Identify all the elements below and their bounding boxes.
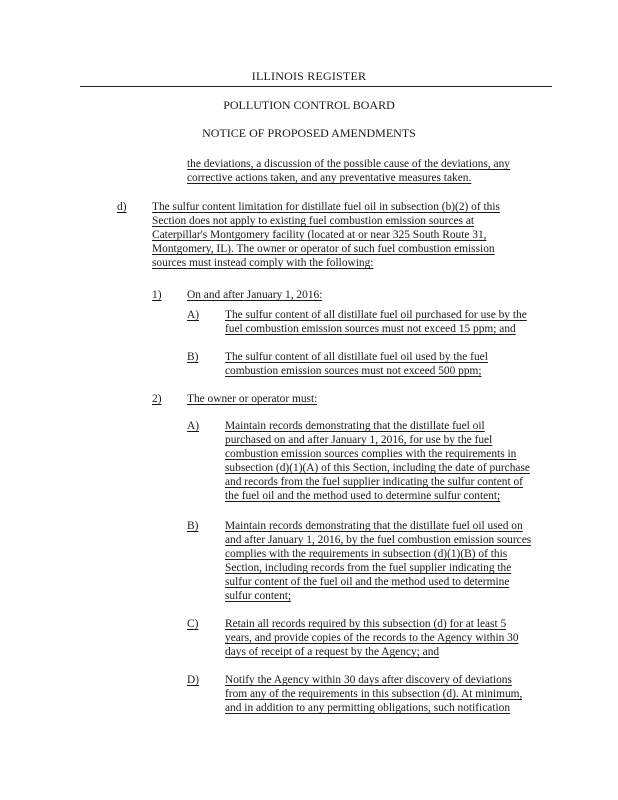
text-line: complies with the requirements in subsection (d)(1)(B) of this [225,548,508,560]
board-title: POLLUTION CONTROL BOARD [223,98,395,112]
text-line: Montgomery, IL). The owner or operator of such fuel combustion emission [152,243,495,255]
item-2b-label: B) [187,520,199,532]
text-line: Section does not apply to existing fuel combustion emission sources at [152,215,475,227]
text-line: the deviations, a discussion of the possible cause of the deviations, any [187,158,510,170]
text-line: combustion emission sources must not exceed 500 ppm; [225,365,482,377]
subsection-d-label: d) [117,201,127,213]
text-line: The sulfur content of all distillate fuel oil purchased for use by the [225,309,527,321]
item-2-label: 2) [152,393,162,405]
subsection-d-text [152,200,500,270]
text-line: the fuel oil and the method used to determine sulfur content; [225,490,501,502]
text-line: On and after January 1, 2016: [187,289,323,301]
item-2a-label: A) [187,420,200,432]
text-line: The sulfur content limitation for distillate fuel oil in subsection (b)(2) of this [152,201,500,213]
register-title: ILLINOIS REGISTER [251,69,367,83]
text-line: Notify the Agency within 30 days after discovery of deviations [225,674,512,686]
text-line: days of receipt of a request by the Agency; and [225,646,440,658]
text-line: purchased on and after January 1, 2016, for use by the fuel [225,434,493,446]
item-2c-label: C) [187,618,199,630]
notice-title: NOTICE OF PROPOSED AMENDMENTS [202,126,416,140]
text-line: years, and provide copies of the records to the Agency within 30 [225,632,519,644]
text-line: sulfur content of the fuel oil and the method used to determine [225,576,510,588]
text-line: Maintain records demonstrating that the distillate fuel oil used on [225,520,523,532]
item-2c-text [225,617,519,659]
text-line: combustion emission sources complies with the requirements in [225,448,517,460]
item-1a-label: A) [187,309,200,321]
item-2a-text [225,419,530,503]
text-line: Retain all records required by this subsection (d) for at least 5 [225,618,507,630]
item-2-text [187,392,317,406]
text-line: Maintain records demonstrating that the distillate fuel oil [225,420,485,432]
text-line: The owner or operator must: [187,393,318,405]
text-line: sulfur content; [225,590,292,602]
header-divider [80,86,552,87]
text-line: subsection (d)(1)(A) of this Section, including the date of purchase [225,462,530,474]
item-1a-text [225,308,527,336]
continuation-paragraph [187,157,510,185]
item-1b-text [225,350,488,378]
item-2d-text [225,673,522,715]
item-1-label: 1) [152,289,162,301]
text-line: and records from the fuel supplier indicating the sulfur content of [225,476,523,488]
text-line: corrective actions taken, and any preventative measures taken. [187,172,472,184]
item-1-text [187,288,322,302]
text-line: Section, including records from the fuel supplier indicating the [225,562,512,574]
text-line: fuel combustion emission sources must not exceed 15 ppm; and [225,323,516,335]
text-line: Caterpillar's Montgomery facility (located at or near 325 South Route 31, [152,229,487,241]
item-2b-text [225,519,531,603]
text-line: and in addition to any permitting obligations, such notification [225,702,511,714]
text-line: sources must instead comply with the following: [152,257,374,269]
text-line: and after January 1, 2016, by the fuel combustion emission sources [225,534,532,546]
text-line: The sulfur content of all distillate fuel oil used by the fuel [225,351,488,363]
item-2d-label: D) [187,674,200,686]
text-line: from any of the requirements in this subsection (d). At minimum, [225,688,523,700]
item-1b-label: B) [187,351,199,363]
